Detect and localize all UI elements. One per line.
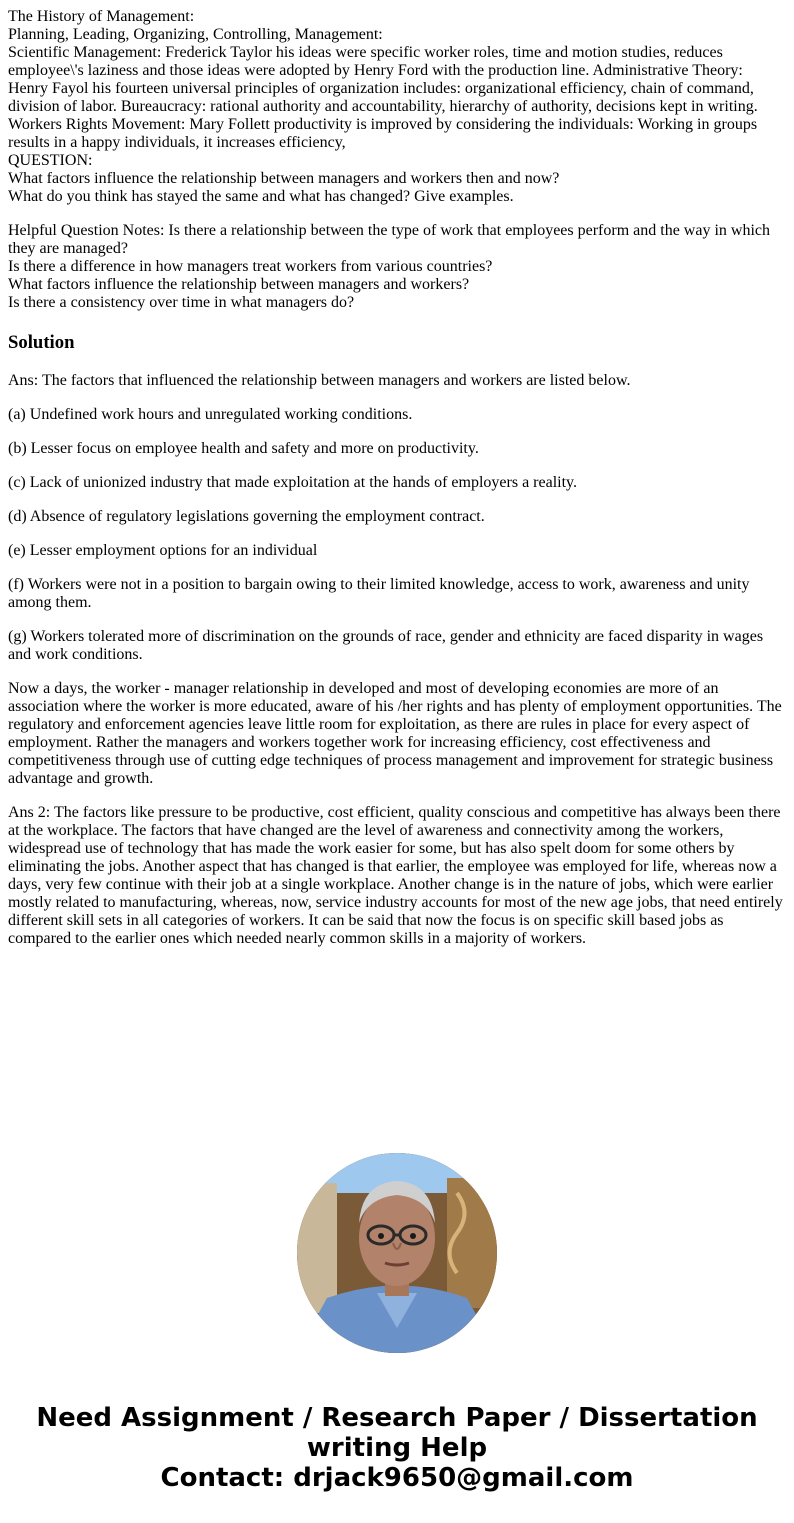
promo-banner: [0, 1403, 794, 1493]
question-text-2: What do you think has stayed the same and what has changed? Give examples.: [8, 188, 514, 205]
answer-point-c: (c) Lack of unionized industry that made exploitation at the hands of employers a reality.: [8, 474, 577, 491]
helpful-note-4: Is there a consistency over time in what managers do?: [8, 294, 355, 311]
answer-point-b: (b) Lesser focus on employee health and safety and more on productivity.: [8, 440, 479, 457]
helpful-note-3: What factors influence the relationship between managers and workers?: [8, 276, 470, 293]
solution-heading: Solution: [8, 332, 75, 353]
question-block: [8, 8, 786, 206]
promo-line-1: Need Assignment / Research Paper / Dissertation: [36, 1403, 758, 1433]
answer-point-e: (e) Lesser employment options for an individual: [8, 542, 318, 559]
answer-point-a: (a) Undefined work hours and unregulated working conditions.: [8, 406, 413, 423]
answer-2: Ans 2: The factors like pressure to be productive, cost efficient, quality conscious and competitive has always been there at the workplace. The factors that have changed are the level of awareness and connectivity among the workers, widespread use of technology that has made the work easier for some, but has also spelt doom for some others by eliminating the jobs. Another aspect that has changed is that earlier, the employee was employed for life, whereas now a days, very few continue with their job at a single workplace. Another change is in the nature of jobs, which were earlier mostly related to manufacturing, whereas, now, service industry accounts for most of the new age jobs, that need entirely different skill sets in all categories of workers. It can be said that now the focus is on specific skill based jobs as compared to the earlier ones which needed nearly common skills in a majority of workers.: [8, 804, 783, 947]
answer-now-a-days: Now a days, the worker - manager relationship in developed and most of developing economies are more of an association where the worker is more educated, aware of his /her rights and has plenty of employment opportunities. The regulatory and enforcement agencies leave little room for exploitation, as there are rules in place for every aspect of employment. Rather the managers and workers together work for increasing efficiency, cost effectiveness and competitiveness through use of cutting edge techniques of process management and improvement for strategic business advantage and growth.: [8, 680, 782, 787]
question-functions: Planning, Leading, Organizing, Controlling, Management:: [8, 26, 383, 43]
helpful-note-2: Is there a difference in how managers treat workers from various countries?: [8, 258, 493, 275]
document-body: [8, 8, 786, 964]
answer-point-f: (f) Workers were not in a position to bargain owing to their limited knowledge, access to work, awareness and unity among them.: [8, 576, 750, 611]
author-avatar: [297, 1153, 497, 1353]
promo-contact: Contact: drjack9650@gmail.com: [160, 1463, 634, 1493]
answer-point-d: (d) Absence of regulatory legislations governing the employment contract.: [8, 508, 485, 525]
question-text-1: What factors influence the relationship between managers and workers then and now?: [8, 170, 560, 187]
question-title: The History of Management:: [8, 8, 195, 25]
question-theories: Scientific Management: Frederick Taylor his ideas were specific worker roles, time and motion studies, reduces employee\'s laziness and those ideas were adopted by Henry Ford with the production line. Administrative Theory: Henry Fayol his fourteen universal principles of organization includes: organizational efficiency, chain of command, division of labor. Bureaucracy: rational authority and accountability, hierarchy of authority, decisions kept in writing. Workers Rights Movement: Mary Follett productivity is improved by considering the individuals: Working in groups results in a happy individuals, it increases efficiency,: [8, 44, 758, 151]
solution-body: [8, 372, 786, 948]
helpful-notes: [8, 222, 786, 312]
question-label: QUESTION:: [8, 152, 93, 169]
promo-line-2: writing Help: [306, 1433, 488, 1463]
helpful-note-1: Helpful Question Notes: Is there a relationship between the type of work that employees perform and the way in which they are managed?: [8, 222, 770, 257]
answer-point-g: (g) Workers tolerated more of discrimination on the grounds of race, gender and ethnicity are faced disparity in wages and work conditions.: [8, 628, 764, 663]
answer-intro: Ans: The factors that influenced the relationship between managers and workers are listed below.: [8, 372, 631, 389]
author-portrait-image: [297, 1153, 497, 1353]
